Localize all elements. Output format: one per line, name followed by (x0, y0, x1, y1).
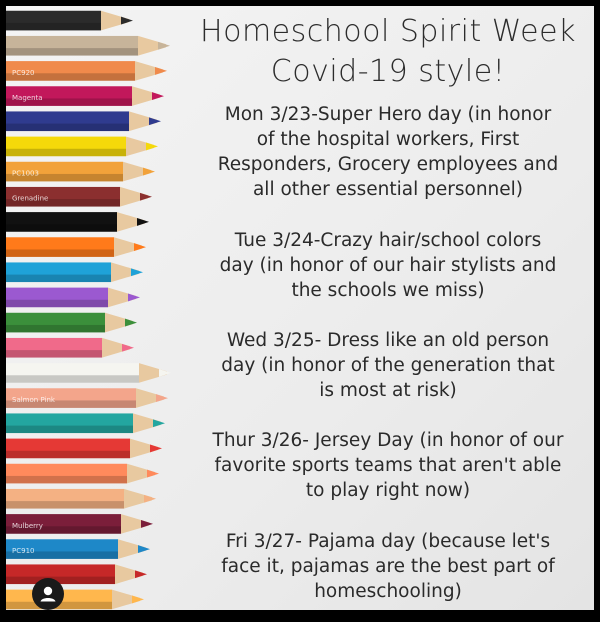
pencil-lead (143, 168, 155, 176)
colored-pencils-illustration (6, 6, 181, 610)
pencil-lead (156, 394, 168, 402)
colored-pencil (6, 11, 133, 31)
schedule-entry (186, 328, 590, 403)
schedule-entry (186, 529, 590, 604)
pencil-lead (132, 595, 144, 603)
schedule-entry-line: is most at risk) (319, 380, 457, 401)
colored-pencil (6, 262, 143, 282)
schedule-entry-line: day (in honor of the generation that (221, 355, 555, 376)
schedule-entry-line: homeschooling) (314, 581, 462, 602)
pencil-label: PC910 (12, 547, 35, 556)
colored-pencil (6, 564, 147, 584)
poster-text (186, 6, 590, 610)
schedule-entry (186, 228, 590, 303)
pencil-lead (128, 293, 140, 301)
poster-title-line2: Covid-19 style! (270, 54, 506, 89)
pencil-shadow (6, 224, 117, 231)
pencil-lead (146, 142, 158, 150)
pencil-shadow (6, 375, 139, 382)
colored-pencil (6, 539, 150, 559)
user-avatar-icon[interactable] (32, 578, 64, 610)
person-icon (32, 578, 64, 610)
colored-pencil (6, 363, 171, 383)
colored-pencil (6, 86, 164, 106)
schedule-entry-line: Tue 3/24-Crazy hair/school colors (234, 230, 542, 251)
pencil-label: PC1003 (12, 169, 39, 178)
colored-pencil (6, 137, 158, 157)
pencil-lead (135, 570, 147, 578)
pencil-shadow (6, 48, 138, 55)
pencil-shadow (6, 300, 108, 307)
pencil-shadow (6, 149, 126, 156)
schedule-entry-line: Fri 3/27- Pajama day (because let's (225, 531, 551, 552)
schedule-entry-line: favorite sports teams that aren't able (214, 455, 562, 476)
colored-pencil (6, 413, 165, 433)
schedule-entry-line: day (in honor of our hair stylists and (219, 255, 557, 276)
pencil-lead (153, 419, 165, 427)
pencil-shadow (6, 23, 101, 30)
poster-title-line1: Homeschool Spirit Week (200, 14, 576, 49)
schedule-entry-line: the schools we miss) (291, 280, 485, 301)
colored-pencil (6, 36, 170, 56)
pencil-shadow (6, 124, 129, 131)
pencil-lead (122, 344, 134, 352)
spirit-week-poster (6, 6, 594, 610)
pencil-lead (149, 117, 161, 125)
schedule-entry-line: all other essential personnel) (252, 179, 524, 200)
schedule-entry-line: Wed 3/25- Dress like an old person (226, 330, 550, 351)
pencil-shadow (6, 249, 114, 256)
pencil-shadow (6, 426, 133, 433)
pencil-label: Mulberry (12, 521, 43, 530)
colored-pencil (6, 288, 140, 308)
colored-pencil (6, 237, 146, 257)
colored-pencil (6, 313, 137, 333)
colored-pencil (6, 590, 144, 610)
pencil-label: PC920 (12, 68, 35, 77)
pencil-shadow (6, 451, 130, 458)
schedule-entry-line: to play right now) (305, 480, 471, 501)
pencil-label: Salmon Pink (12, 396, 55, 405)
pencil-lead (144, 495, 156, 503)
pencil-lead (155, 67, 167, 75)
pencil-shadow (6, 325, 105, 332)
schedule-entry-line: Thur 3/26- Jersey Day (in honor of our (212, 430, 564, 451)
pencil-label: Magenta (12, 94, 43, 103)
schedule-entry-line: face it, pajamas are the best part of (221, 556, 555, 577)
schedule-entry-line: Mon 3/23-Super Hero day (in honor (224, 104, 552, 125)
colored-pencil (6, 338, 134, 358)
pencil-lead (138, 545, 150, 553)
colored-pencil (6, 111, 161, 131)
schedule-entry (186, 102, 590, 202)
colored-pencil (6, 489, 156, 509)
pencil-lead (137, 218, 149, 226)
pencil-lead (141, 520, 153, 528)
colored-pencil (6, 514, 153, 534)
pencil-lead (158, 42, 170, 50)
pencil-shadow (6, 501, 124, 508)
colored-pencil (6, 439, 162, 459)
schedule-entry (186, 428, 590, 503)
colored-pencil (6, 464, 159, 484)
colored-pencil (6, 388, 168, 408)
colored-pencil (6, 61, 167, 81)
colored-pencil (6, 212, 149, 232)
pencil-lead (152, 92, 164, 100)
pencil-lead (140, 193, 152, 201)
schedule-entry-line: of the hospital workers, First (256, 129, 520, 150)
pencil-label: Grenadine (12, 194, 49, 203)
pencil-lead (150, 444, 162, 452)
pencil-lead (121, 17, 133, 25)
pencil-lead (147, 470, 159, 478)
colored-pencil (6, 187, 152, 207)
pencil-shadow (6, 275, 111, 282)
pencil-lead (159, 369, 171, 377)
schedule-entry-line: Responders, Grocery employees and (217, 154, 559, 175)
pencil-shadow (6, 350, 102, 357)
pencil-lead (125, 319, 137, 327)
pencil-lead (131, 268, 143, 276)
pencil-lead (134, 243, 146, 251)
pencil-shadow (6, 476, 127, 483)
colored-pencil (6, 162, 155, 182)
